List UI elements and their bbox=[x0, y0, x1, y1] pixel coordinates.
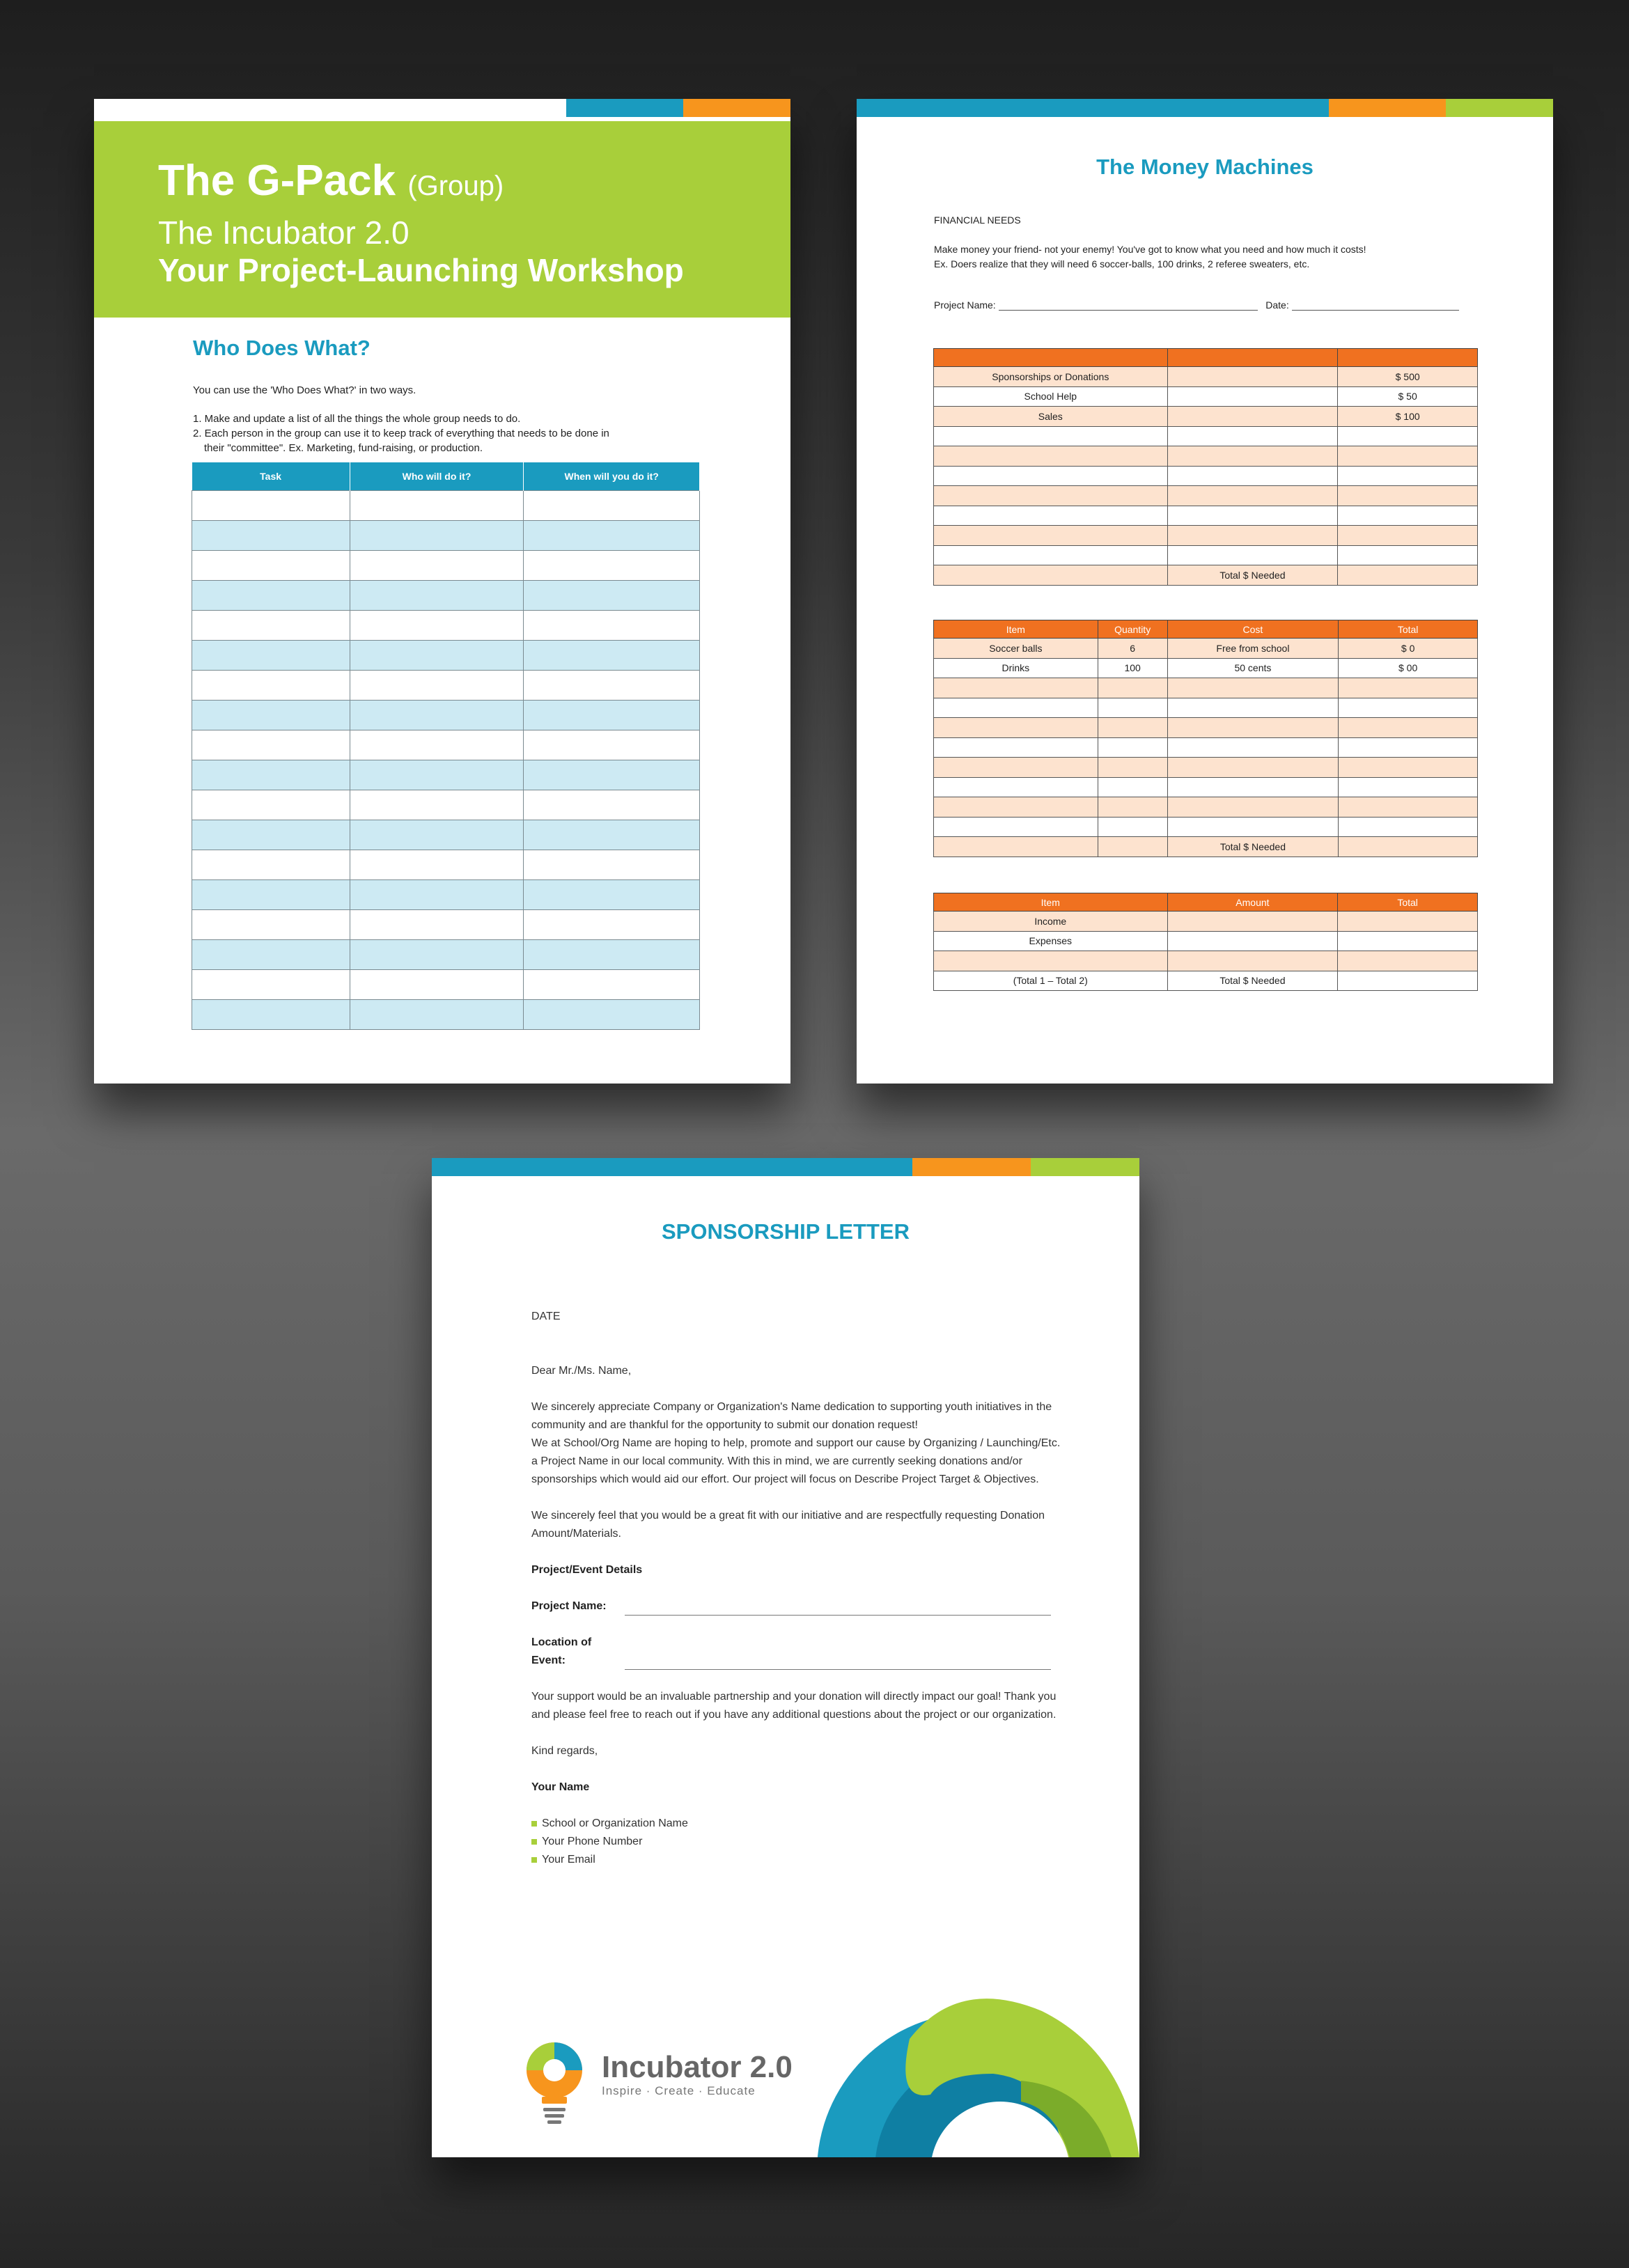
table-cell[interactable] bbox=[1338, 426, 1478, 446]
table-cell[interactable]: $ 100 bbox=[1338, 407, 1478, 427]
table-row bbox=[934, 658, 1478, 678]
table-cell[interactable] bbox=[1339, 837, 1478, 857]
table-cell[interactable] bbox=[1167, 367, 1338, 387]
table-cell[interactable]: 6 bbox=[1098, 639, 1167, 659]
table-cell[interactable] bbox=[934, 526, 1168, 546]
table-cell[interactable] bbox=[1098, 777, 1167, 797]
table-cell[interactable] bbox=[1167, 817, 1339, 837]
col-header-cost: Cost bbox=[1167, 620, 1339, 639]
section-heading: Who Does What? bbox=[193, 336, 371, 360]
page-title bbox=[158, 156, 790, 211]
table-cell[interactable] bbox=[934, 466, 1168, 486]
table-cell[interactable]: $ 500 bbox=[1338, 367, 1478, 387]
table-cell[interactable]: Total $ Needed bbox=[1167, 837, 1339, 857]
table-cell[interactable] bbox=[1098, 758, 1167, 778]
stripe-green bbox=[1446, 99, 1553, 117]
table-cell[interactable] bbox=[1098, 678, 1167, 698]
money-machines-page bbox=[857, 99, 1553, 1084]
table-row bbox=[934, 758, 1478, 778]
col-header-quantity: Quantity bbox=[1098, 620, 1167, 639]
table-cell[interactable] bbox=[934, 426, 1168, 446]
table-row bbox=[934, 426, 1478, 446]
table-cell[interactable] bbox=[934, 698, 1098, 718]
table-row bbox=[934, 545, 1478, 565]
col-header-amount: Amount bbox=[1167, 893, 1338, 912]
letter-greeting: Dear Mr./Ms. Name, bbox=[531, 1365, 632, 1377]
col-header-item: Item bbox=[934, 893, 1168, 912]
date-label: Date: bbox=[1265, 299, 1289, 311]
table-cell[interactable] bbox=[1339, 817, 1478, 837]
table-cell[interactable] bbox=[1167, 698, 1339, 718]
header-banner bbox=[94, 121, 790, 318]
table-cell[interactable] bbox=[934, 506, 1168, 526]
table-cell[interactable] bbox=[524, 610, 700, 640]
table-row bbox=[934, 407, 1478, 427]
table-cell[interactable] bbox=[192, 850, 350, 879]
subtitle-workshop: Your Project-Launching Workshop bbox=[158, 252, 684, 288]
table-cell[interactable] bbox=[192, 820, 350, 850]
table-cell[interactable]: School Help bbox=[934, 386, 1168, 407]
letter-paragraph: We sincerely feel that you would be a great fit with our initiative and are respectfully requesting Donation Amount/Materials. bbox=[531, 1510, 1045, 1540]
bullet-icon bbox=[531, 1839, 537, 1845]
bullet-icon bbox=[531, 1857, 537, 1863]
table-row bbox=[192, 730, 700, 760]
table-cell[interactable]: 50 cents bbox=[1167, 658, 1339, 678]
table-cell[interactable]: Total $ Needed bbox=[1167, 565, 1338, 586]
table-row bbox=[934, 639, 1478, 659]
lightbulb-icon bbox=[521, 2037, 591, 2134]
table-cell[interactable]: $ 0 bbox=[1339, 639, 1478, 659]
table-cell[interactable] bbox=[934, 817, 1098, 837]
table-cell[interactable] bbox=[1339, 777, 1478, 797]
table-cell[interactable] bbox=[1167, 678, 1339, 698]
table-cell[interactable] bbox=[350, 550, 524, 580]
table-cell[interactable] bbox=[192, 550, 350, 580]
table-row bbox=[934, 506, 1478, 526]
table-cell[interactable]: (Total 1 – Total 2) bbox=[934, 971, 1168, 991]
intro-line: Make money your friend- not your enemy! You've got to know what you need and how much it costs! bbox=[934, 244, 1366, 255]
table-cell[interactable] bbox=[1167, 407, 1338, 427]
table-cell[interactable] bbox=[350, 909, 524, 939]
decorative-swirl bbox=[812, 1997, 1139, 2157]
stripe-orange bbox=[912, 1158, 1031, 1176]
signer-name: Your Name bbox=[531, 1781, 590, 1793]
table-cell[interactable] bbox=[350, 520, 524, 550]
table-cell[interactable] bbox=[192, 700, 350, 730]
table-row bbox=[934, 367, 1478, 387]
table-cell[interactable] bbox=[1167, 777, 1339, 797]
table-cell[interactable]: $ 50 bbox=[1338, 386, 1478, 407]
table-cell[interactable]: $ 00 bbox=[1339, 658, 1478, 678]
table-cell[interactable] bbox=[1167, 446, 1338, 467]
stripe-teal bbox=[432, 1158, 912, 1176]
table-cell[interactable] bbox=[350, 820, 524, 850]
stripe-green bbox=[1031, 1158, 1139, 1176]
logo-text bbox=[602, 2051, 793, 2098]
contact-item: School or Organization Name bbox=[542, 1817, 688, 1829]
table-cell[interactable]: Total $ Needed bbox=[1167, 971, 1338, 991]
table-cell[interactable] bbox=[934, 678, 1098, 698]
table-row bbox=[192, 580, 700, 610]
table-cell[interactable] bbox=[350, 760, 524, 790]
letter-date: DATE bbox=[531, 1311, 561, 1322]
table-cell[interactable] bbox=[1167, 466, 1338, 486]
table-cell[interactable] bbox=[1167, 931, 1338, 951]
table-cell[interactable] bbox=[934, 486, 1168, 506]
table-cell[interactable] bbox=[1098, 797, 1167, 818]
table-cell[interactable] bbox=[524, 490, 700, 520]
table-cell[interactable] bbox=[1339, 737, 1478, 758]
table-row bbox=[192, 670, 700, 700]
col-header-who: Who will do it? bbox=[350, 462, 524, 490]
table-cell[interactable] bbox=[350, 969, 524, 999]
title-main: The G-Pack bbox=[158, 157, 396, 205]
list-item: 2. Each person in the group can use it to keep track of everything that needs to be done in bbox=[193, 428, 609, 439]
table-cell[interactable] bbox=[1338, 912, 1478, 932]
table-row bbox=[192, 760, 700, 790]
table-row bbox=[934, 777, 1478, 797]
list-item bbox=[531, 1851, 1061, 1869]
table-cell[interactable] bbox=[1339, 718, 1478, 738]
project-name-line[interactable] bbox=[999, 301, 1258, 311]
table-cell[interactable] bbox=[1167, 797, 1339, 818]
table-row bbox=[192, 520, 700, 550]
table-cell[interactable] bbox=[524, 790, 700, 820]
table-cell[interactable] bbox=[192, 610, 350, 640]
table-row bbox=[192, 700, 700, 730]
project-name-line[interactable] bbox=[625, 1603, 1051, 1616]
table-cell[interactable] bbox=[1339, 698, 1478, 718]
table-row bbox=[934, 837, 1478, 857]
table-row bbox=[934, 817, 1478, 837]
table-cell[interactable] bbox=[1167, 737, 1339, 758]
table-cell[interactable] bbox=[524, 760, 700, 790]
table-row bbox=[192, 790, 700, 820]
bullet-icon bbox=[531, 1821, 537, 1827]
letter-body bbox=[531, 1308, 1061, 1869]
table-cell[interactable] bbox=[524, 580, 700, 610]
table-cell[interactable] bbox=[1338, 526, 1478, 546]
table-row bbox=[934, 912, 1478, 932]
intro-text bbox=[934, 242, 1491, 272]
table-cell[interactable] bbox=[1167, 506, 1338, 526]
table-cell[interactable] bbox=[934, 718, 1098, 738]
table-cell[interactable] bbox=[524, 820, 700, 850]
table-row bbox=[934, 466, 1478, 486]
project-name-field bbox=[531, 1597, 1061, 1616]
table-cell[interactable] bbox=[1167, 386, 1338, 407]
table-cell[interactable] bbox=[524, 700, 700, 730]
table-cell[interactable] bbox=[192, 969, 350, 999]
table-cell[interactable] bbox=[192, 760, 350, 790]
contact-item: Your Email bbox=[542, 1854, 595, 1866]
table-cell[interactable] bbox=[1167, 912, 1338, 932]
details-heading: Project/Event Details bbox=[531, 1564, 643, 1576]
table-cell[interactable] bbox=[1167, 526, 1338, 546]
table-row bbox=[192, 850, 700, 879]
table-row bbox=[934, 951, 1478, 971]
table-cell[interactable]: Sales bbox=[934, 407, 1168, 427]
table-cell[interactable] bbox=[1338, 466, 1478, 486]
list-item bbox=[531, 1833, 1061, 1851]
table-cell[interactable] bbox=[1098, 817, 1167, 837]
table-cell[interactable] bbox=[524, 550, 700, 580]
table-cell[interactable] bbox=[934, 446, 1168, 467]
intro-line: You can use the 'Who Does What?' in two ways. bbox=[193, 384, 416, 396]
table-cell[interactable] bbox=[1098, 698, 1167, 718]
table-row bbox=[192, 550, 700, 580]
list-item bbox=[531, 1815, 1061, 1833]
table-cell[interactable] bbox=[1338, 565, 1478, 586]
table-cell[interactable] bbox=[1167, 951, 1338, 971]
table-row bbox=[934, 486, 1478, 506]
subtitle-incubator: The Incubator 2.0 bbox=[158, 214, 410, 251]
table-cell[interactable] bbox=[934, 797, 1098, 818]
contact-list bbox=[531, 1815, 1061, 1869]
table-row bbox=[192, 640, 700, 670]
table-row bbox=[192, 490, 700, 520]
table-cell[interactable] bbox=[524, 730, 700, 760]
table-cell[interactable] bbox=[1338, 486, 1478, 506]
table-cell[interactable] bbox=[192, 730, 350, 760]
intro-line: Ex. Doers realize that they will need 6 soccer-balls, 100 drinks, 2 referee sweaters, etc. bbox=[934, 258, 1310, 269]
table-cell[interactable] bbox=[1167, 718, 1339, 738]
table-cell[interactable] bbox=[192, 670, 350, 700]
table-cell[interactable]: Sponsorships or Donations bbox=[934, 367, 1168, 387]
stripe-orange bbox=[683, 99, 790, 117]
table-row bbox=[192, 999, 700, 1029]
table-cell[interactable] bbox=[350, 700, 524, 730]
list-item: 1. Make and update a list of all the things the whole group needs to do. bbox=[193, 413, 521, 425]
table-cell[interactable] bbox=[1167, 545, 1338, 565]
funding-table bbox=[933, 348, 1478, 586]
table-cell[interactable] bbox=[1098, 837, 1167, 857]
table-cell[interactable] bbox=[350, 730, 524, 760]
table-cell[interactable] bbox=[192, 790, 350, 820]
table-cell[interactable] bbox=[934, 545, 1168, 565]
logo-name: Incubator 2.0 bbox=[602, 2050, 793, 2084]
table-cell[interactable] bbox=[1338, 971, 1478, 991]
location-label: Location of Event: bbox=[531, 1636, 592, 1666]
table-cell[interactable] bbox=[192, 580, 350, 610]
table-row bbox=[934, 386, 1478, 407]
table-cell[interactable] bbox=[934, 951, 1168, 971]
table-cell[interactable] bbox=[1167, 486, 1338, 506]
stripe-teal bbox=[566, 99, 683, 117]
table-cell[interactable] bbox=[192, 640, 350, 670]
table-cell[interactable]: Drinks bbox=[934, 658, 1098, 678]
project-name-label: Project Name: bbox=[934, 299, 996, 311]
sponsorship-letter-page bbox=[432, 1158, 1139, 2157]
contact-item: Your Phone Number bbox=[542, 1836, 643, 1847]
table-cell[interactable] bbox=[934, 758, 1098, 778]
col-header-total: Total bbox=[1338, 893, 1478, 912]
table-cell[interactable] bbox=[524, 520, 700, 550]
expenses-table bbox=[933, 620, 1478, 857]
table-cell[interactable] bbox=[1338, 951, 1478, 971]
table-cell[interactable] bbox=[350, 580, 524, 610]
table-cell[interactable] bbox=[934, 565, 1168, 586]
table-row bbox=[192, 879, 700, 909]
table-cell[interactable] bbox=[1338, 506, 1478, 526]
table-cell[interactable] bbox=[350, 490, 524, 520]
letter-paragraph: We sincerely appreciate Company or Organization's Name dedication to supporting youth initiatives in the community and are thankful for the opportunity to submit our donation request! bbox=[531, 1401, 1052, 1431]
table-row bbox=[934, 971, 1478, 991]
table-cell[interactable] bbox=[1098, 718, 1167, 738]
col-header-item: Item bbox=[934, 620, 1098, 639]
project-name-row bbox=[934, 299, 1459, 311]
logo-tagline: Inspire · Create · Educate bbox=[602, 2084, 756, 2097]
table-row bbox=[192, 610, 700, 640]
page-title: The Money Machines bbox=[1096, 155, 1314, 179]
letter-closing: Kind regards, bbox=[531, 1745, 598, 1757]
stripe-white bbox=[94, 99, 566, 117]
table-cell[interactable] bbox=[350, 610, 524, 640]
table-row bbox=[934, 526, 1478, 546]
table-cell[interactable] bbox=[524, 999, 700, 1029]
task-table bbox=[192, 462, 700, 1030]
table-cell[interactable] bbox=[934, 777, 1098, 797]
table-row bbox=[192, 909, 700, 939]
table-row bbox=[934, 797, 1478, 818]
table-cell[interactable] bbox=[1338, 931, 1478, 951]
table-cell[interactable] bbox=[1339, 797, 1478, 818]
table-cell[interactable]: Expenses bbox=[934, 931, 1168, 951]
col-header-total: Total bbox=[1339, 620, 1478, 639]
table-row bbox=[934, 931, 1478, 951]
location-field bbox=[531, 1634, 1061, 1670]
table-row bbox=[934, 698, 1478, 718]
table-row bbox=[934, 565, 1478, 586]
table-cell[interactable] bbox=[524, 879, 700, 909]
table-cell[interactable] bbox=[524, 939, 700, 969]
table-row bbox=[192, 820, 700, 850]
col-header-when: When will you do it? bbox=[524, 462, 700, 490]
table-cell[interactable] bbox=[350, 640, 524, 670]
letter-paragraph: Your support would be an invaluable partnership and your donation will directly impact our goal! Thank you and please feel free to reach out if you have any additional questions about the project or our organization. bbox=[531, 1691, 1057, 1721]
table-row bbox=[934, 718, 1478, 738]
col-header-task: Task bbox=[192, 462, 350, 490]
location-line[interactable] bbox=[625, 1657, 1051, 1670]
table-cell[interactable] bbox=[1338, 545, 1478, 565]
table-cell[interactable] bbox=[1339, 678, 1478, 698]
table-cell[interactable] bbox=[1167, 426, 1338, 446]
section-label: FINANCIAL NEEDS bbox=[934, 214, 1021, 226]
table-cell[interactable] bbox=[350, 670, 524, 700]
table-cell[interactable] bbox=[192, 939, 350, 969]
table-row bbox=[192, 969, 700, 999]
table-cell[interactable] bbox=[524, 850, 700, 879]
table-cell[interactable]: 100 bbox=[1098, 658, 1167, 678]
table-cell[interactable] bbox=[350, 790, 524, 820]
table-cell[interactable]: Soccer balls bbox=[934, 639, 1098, 659]
balance-table bbox=[933, 893, 1478, 991]
table-cell[interactable] bbox=[1098, 737, 1167, 758]
incubator-logo bbox=[521, 2037, 813, 2134]
table-cell[interactable] bbox=[524, 969, 700, 999]
intro-text bbox=[193, 383, 694, 455]
table-cell[interactable] bbox=[524, 670, 700, 700]
table-row bbox=[934, 737, 1478, 758]
table-cell[interactable] bbox=[192, 490, 350, 520]
stripe-orange bbox=[1329, 99, 1446, 117]
table-cell[interactable] bbox=[1338, 446, 1478, 467]
table-cell[interactable]: Free from school bbox=[1167, 639, 1339, 659]
table-cell[interactable] bbox=[192, 879, 350, 909]
page-title: SPONSORSHIP LETTER bbox=[662, 1219, 910, 1244]
table-cell[interactable] bbox=[1339, 758, 1478, 778]
table-cell[interactable] bbox=[192, 520, 350, 550]
table-row bbox=[934, 678, 1478, 698]
title-sub: (Group) bbox=[407, 171, 504, 201]
table-cell[interactable] bbox=[934, 737, 1098, 758]
table-cell[interactable] bbox=[934, 837, 1098, 857]
table-cell[interactable] bbox=[192, 909, 350, 939]
stripe-teal bbox=[857, 99, 1329, 117]
table-row bbox=[192, 939, 700, 969]
g-pack-page bbox=[94, 99, 790, 1084]
table-cell[interactable] bbox=[524, 640, 700, 670]
project-name-label: Project Name: bbox=[531, 1600, 607, 1612]
table-cell[interactable] bbox=[192, 999, 350, 1029]
table-cell[interactable] bbox=[350, 939, 524, 969]
table-cell[interactable] bbox=[524, 909, 700, 939]
table-cell[interactable] bbox=[1167, 758, 1339, 778]
list-item: their "committee". Ex. Marketing, fund-raising, or production. bbox=[204, 442, 483, 454]
date-line[interactable] bbox=[1292, 301, 1459, 311]
table-cell[interactable]: Income bbox=[934, 912, 1168, 932]
table-cell[interactable] bbox=[350, 879, 524, 909]
table-row bbox=[934, 446, 1478, 467]
table-cell[interactable] bbox=[350, 999, 524, 1029]
table-cell[interactable] bbox=[350, 850, 524, 879]
letter-paragraph: We at School/Org Name are hoping to help, promote and support our cause by Organizing / Launching/Etc. a Project Name in our local community. With this in mind, we are currently seeking donations and/or sponsorships which would aid our effort. Our project will focus on Describe Project Target & Objectives. bbox=[531, 1437, 1061, 1485]
